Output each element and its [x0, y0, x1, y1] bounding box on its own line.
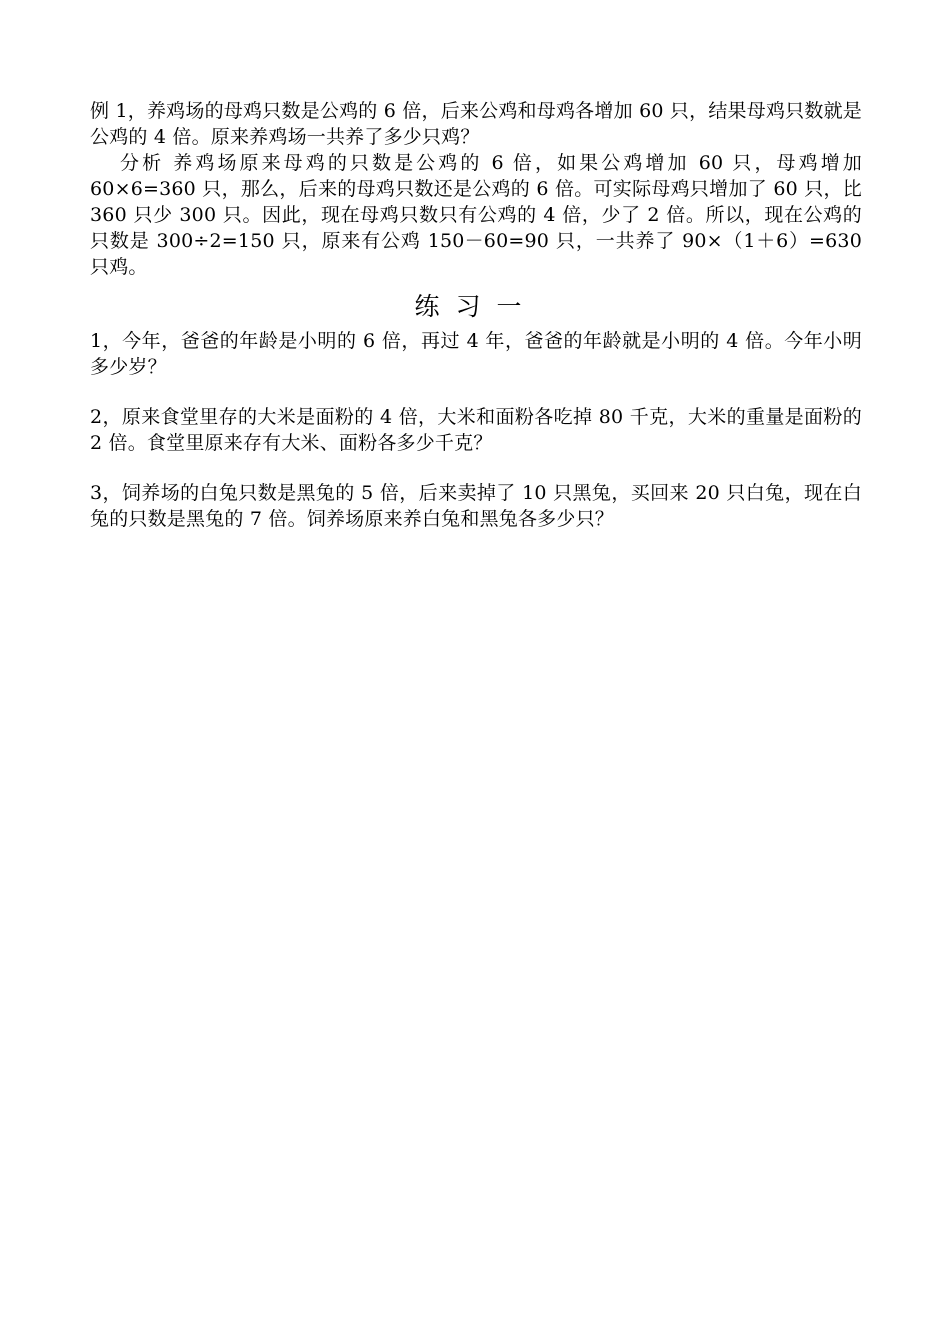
example-problem: 例 1，养鸡场的母鸡只数是公鸡的 6 倍，后来公鸡和母鸡各增加 60 只，结果母鸡只数就是公鸡的 4 倍。原来养鸡场一共养了多少只鸡？ [90, 100, 862, 148]
exercise-item: 2，原来食堂里存的大米是面粉的 4 倍，大米和面粉各吃掉 80 千克，大米的重量是面粉的 2 倍。食堂里原来存有大米、面粉各多少千克？ [90, 406, 862, 454]
example-analysis: 分析 养鸡场原来母鸡的只数是公鸡的 6 倍，如果公鸡增加 60 只，母鸡增加 60×6=360 只，那么，后来的母鸡只数还是公鸡的 6 倍。可实际母鸡只增加了 60 只，比 360 只少 300 只。因此，现在母鸡只数只有公鸡的 4 倍，少了 2 倍。所以，现在公鸡的只数是 300÷2=150 只，原来有公鸡 150－60=90 只，一共养了 90×（1＋6）=630 只鸡。 [90, 152, 862, 278]
exercise-item: 3，饲养场的白兔只数是黑兔的 5 倍，后来卖掉了 10 只黑兔，买回来 20 只白兔，现在白兔的只数是黑兔的 7 倍。饲养场原来养白兔和黑兔各多少只？ [90, 482, 862, 530]
document-page [90, 98, 862, 556]
section-title: 练习一 [414, 292, 538, 321]
exercise-item: 1，今年，爸爸的年龄是小明的 6 倍，再过 4 年，爸爸的年龄就是小明的 4 倍。今年小明多少岁？ [90, 330, 862, 378]
